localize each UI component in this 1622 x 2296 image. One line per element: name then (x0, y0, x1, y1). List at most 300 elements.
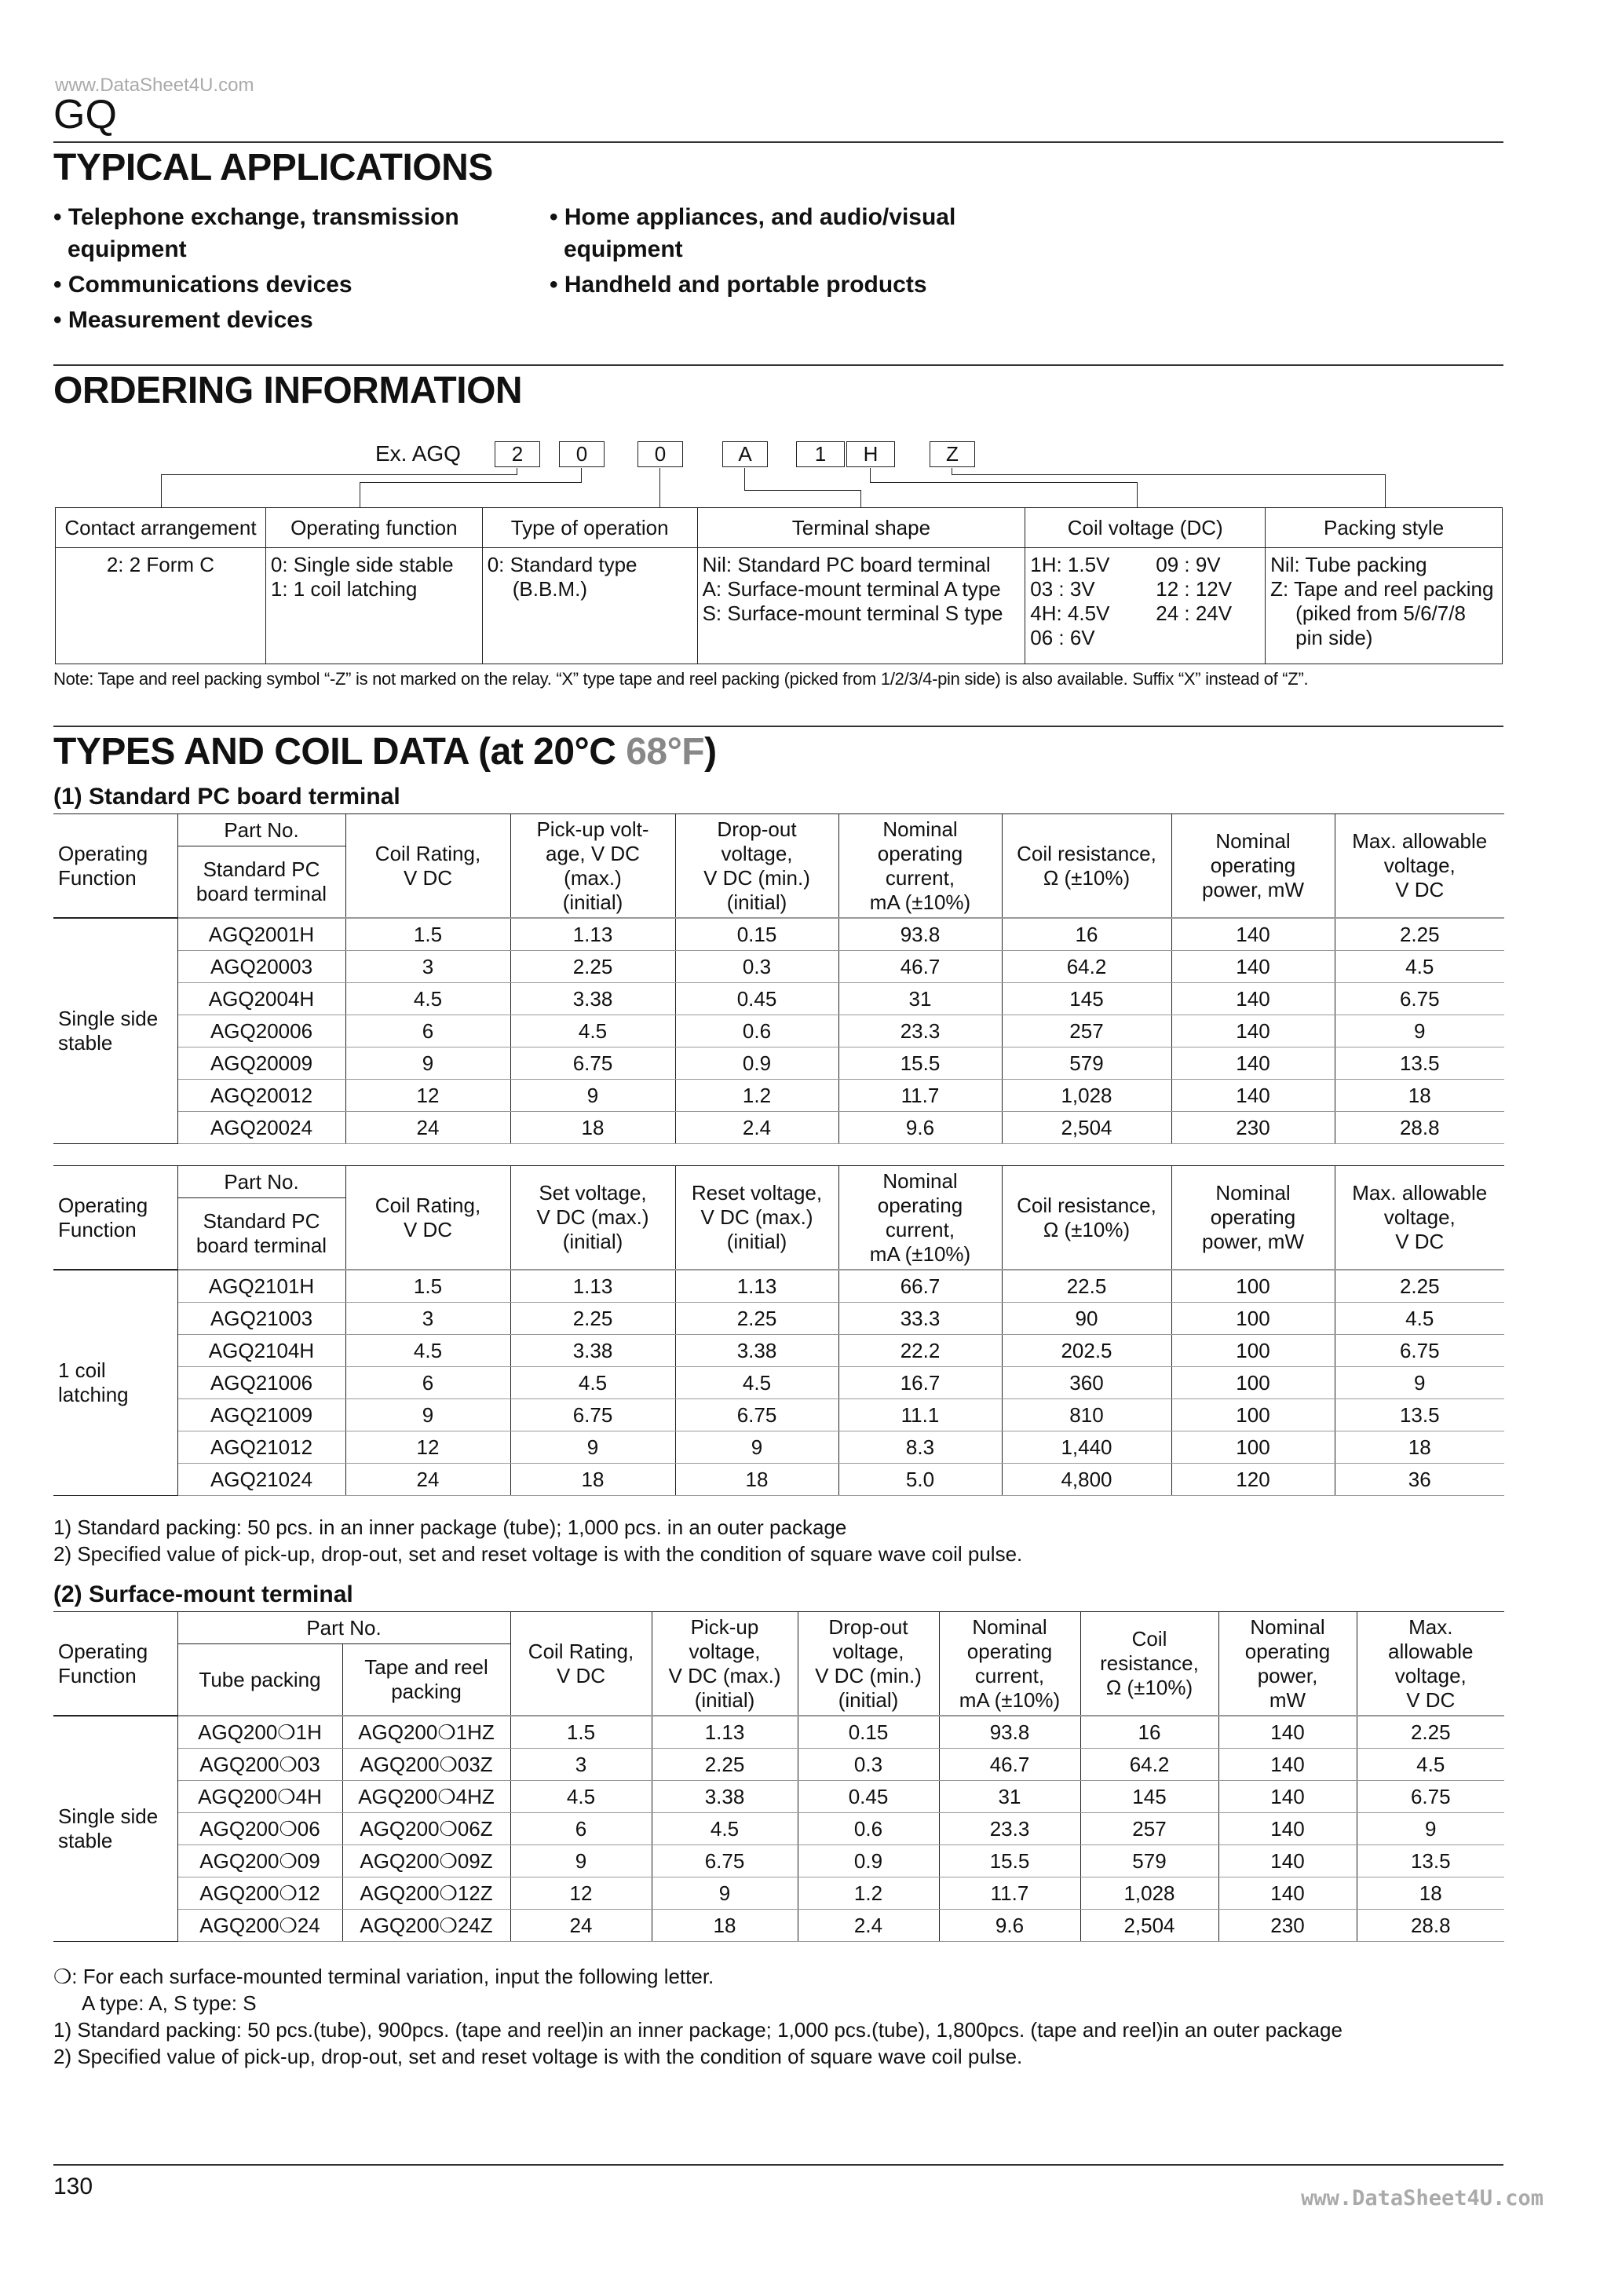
value-cell: 12 (345, 1080, 510, 1112)
value-cell: 0.3 (675, 951, 838, 983)
applications-left (53, 201, 540, 339)
part-number-cell: AGQ21003 (177, 1303, 345, 1335)
header-line: V DC (556, 1663, 606, 1687)
part-number-cell: AGQ20006 (177, 1015, 345, 1047)
table-row (53, 1335, 1504, 1367)
value-cell: 11.7 (838, 1080, 1002, 1112)
value-cell: 9 (510, 1845, 652, 1877)
table-row (53, 1431, 1504, 1464)
option-line: Z: Tape and reel packing (1270, 577, 1494, 601)
header-part-no: Part No. (177, 1612, 510, 1644)
header-line: stable (58, 1829, 113, 1852)
value-cell: 18 (675, 1464, 838, 1496)
header-line: Standard PC (203, 1209, 320, 1233)
header-line: (max.) (564, 865, 622, 890)
value-cell: 6 (510, 1813, 652, 1845)
option-line: 0: Single side stable (270, 553, 454, 576)
connector-line (952, 474, 1385, 475)
value-cell: 6.75 (652, 1845, 798, 1877)
header-line: Function (58, 865, 137, 890)
typical-applications-heading: TYPICAL APPLICATIONS (53, 147, 493, 188)
value-cell: 140 (1218, 1813, 1357, 1845)
value-cell: 2.25 (652, 1749, 798, 1781)
table-row (53, 951, 1504, 983)
value-cell: 11.1 (838, 1399, 1002, 1431)
value-cell: 1.13 (675, 1270, 838, 1303)
application-text: Measurement devices (68, 307, 313, 333)
value-cell: 140 (1218, 1749, 1357, 1781)
header-line: operating (966, 1639, 1053, 1663)
code-box-terminal: A (722, 441, 768, 467)
value-cell: 3 (345, 1303, 510, 1335)
value-cell: 0.45 (675, 983, 838, 1015)
header-line: Coil Rating, (374, 841, 481, 865)
header-line: operating (1244, 1639, 1331, 1663)
terminal-shape-cell (697, 548, 1025, 664)
header-row (53, 814, 1504, 846)
value-cell: 9 (510, 1431, 675, 1464)
value-cell: 6.75 (675, 1399, 838, 1431)
value-cell: 0.9 (675, 1047, 838, 1080)
part-number-cell: AGQ2101H (177, 1270, 345, 1303)
header-line: 1 coil (58, 1358, 106, 1382)
types-coil-data-heading (53, 730, 717, 773)
value-cell: 18 (1335, 1431, 1504, 1464)
part-number-cell: AGQ200❍4H (177, 1781, 342, 1813)
note-line: A type: A, S type: S (82, 1991, 257, 2015)
value-cell: 257 (1080, 1813, 1218, 1845)
value-cell: 0.15 (798, 1716, 939, 1749)
header-line: board terminal (195, 1234, 327, 1257)
option-line: Nil: Tube packing (1270, 553, 1427, 576)
table-row (53, 1015, 1504, 1047)
value-cell: 5.0 (838, 1464, 1002, 1496)
header-line: Nominal (1215, 829, 1291, 853)
note-line: 1) Standard packing: 50 pcs. in an inner package (tube); 1,000 pcs. in an outer package (53, 1515, 847, 1539)
value-cell: 13.5 (1335, 1047, 1504, 1080)
table-row (53, 1716, 1504, 1749)
connector-line (870, 468, 871, 482)
header-column (675, 1166, 838, 1270)
value-cell: 140 (1171, 983, 1335, 1015)
value-cell: 140 (1171, 918, 1335, 951)
application-text: Communications devices (68, 272, 353, 298)
header-line: operating (1210, 1205, 1296, 1229)
contact-arrangement-cell: 2: 2 Form C (56, 548, 266, 664)
header-line: Ω (±10%) (1105, 1676, 1193, 1699)
header-column (510, 1166, 675, 1270)
value-cell: 0.45 (798, 1781, 939, 1813)
value-cell: 93.8 (939, 1716, 1080, 1749)
value-cell: 28.8 (1357, 1910, 1504, 1942)
watermark-bottom: www.DataSheet4U.com (1301, 2186, 1543, 2210)
value-cell: 93.8 (838, 918, 1002, 951)
part-number-cell: AGQ200❍03Z (342, 1749, 510, 1781)
option-line: A: Surface-mount terminal A type (702, 577, 1001, 601)
header-operating-function (53, 1166, 177, 1270)
table-row (53, 1270, 1504, 1303)
option-line: 1H: 1.5V (1030, 553, 1110, 576)
header-line: latching (58, 1383, 129, 1406)
value-cell: 2.4 (675, 1112, 838, 1144)
value-cell: 12 (345, 1431, 510, 1464)
connector-line (1385, 474, 1386, 507)
table-row (53, 1080, 1504, 1112)
header-column (1080, 1612, 1218, 1717)
part-number-cell: AGQ20009 (177, 1047, 345, 1080)
bullet: • (53, 272, 68, 298)
option-line: 09 : 9V (1156, 553, 1221, 576)
header-line: allowable (1388, 1639, 1474, 1663)
surface-mount-table (53, 1611, 1504, 1942)
header-column (838, 814, 1002, 919)
header-column (1357, 1612, 1504, 1717)
value-cell: 46.7 (939, 1749, 1080, 1781)
value-cell: 1.2 (675, 1080, 838, 1112)
value-cell: 579 (1002, 1047, 1171, 1080)
header-line: voltage, (1383, 854, 1456, 877)
header-line: operating (1210, 854, 1296, 877)
example-part-label: Ex. AGQ (375, 441, 461, 466)
value-cell: 9.6 (939, 1910, 1080, 1942)
part-number-cell: AGQ200❍12 (177, 1877, 342, 1910)
value-cell: 2.25 (1335, 918, 1504, 951)
value-cell: 22.5 (1002, 1270, 1171, 1303)
value-cell: 9 (345, 1399, 510, 1431)
header-line: mA (±10%) (869, 890, 971, 914)
header-line: current, (974, 1663, 1045, 1687)
value-cell: 6.75 (1335, 983, 1504, 1015)
header-line: resistance, (1100, 1651, 1199, 1675)
packing-style-cell (1266, 548, 1503, 664)
header-line: Nominal (1215, 1181, 1291, 1205)
value-cell: 145 (1002, 983, 1171, 1015)
value-cell: 1.13 (510, 1270, 675, 1303)
part-number-cell: AGQ21024 (177, 1464, 345, 1496)
code-box-type: 0 (637, 441, 683, 467)
value-cell: 1.5 (345, 1270, 510, 1303)
note-line: 2) Specified value of pick-up, drop-out, set and reset voltage is with the condition of square wave coil pulse. (53, 2045, 1023, 2068)
value-cell: 2.25 (510, 1303, 675, 1335)
connector-line (744, 490, 860, 491)
header-line: Function (58, 1663, 137, 1687)
header-line: V DC (max.) (668, 1663, 781, 1687)
connector-line (581, 468, 582, 482)
value-cell: 4.5 (510, 1367, 675, 1399)
table-row (53, 1749, 1504, 1781)
surface-mount-subheading: (2) Surface-mount terminal (53, 1581, 353, 1607)
watermark-top: www.DataSheet4U.com (55, 75, 254, 96)
part-number-cell: AGQ200❍1HZ (342, 1716, 510, 1749)
value-cell: 3 (510, 1749, 652, 1781)
header-line: Max. allowable (1352, 1181, 1488, 1205)
header-line: Nominal (972, 1614, 1047, 1639)
option-line: 24 : 24V (1156, 601, 1233, 625)
application-text: Handheld and portable products (564, 272, 927, 298)
header-column (1002, 814, 1171, 919)
value-cell: 579 (1080, 1845, 1218, 1877)
ordering-header: Coil voltage (DC) (1025, 508, 1266, 548)
ordering-information-heading: ORDERING INFORMATION (53, 370, 523, 411)
ordering-header: Packing style (1266, 508, 1503, 548)
value-cell: 4.5 (345, 983, 510, 1015)
header-line: stable (58, 1031, 113, 1055)
value-cell: 2.4 (798, 1910, 939, 1942)
value-cell: 9 (675, 1431, 838, 1464)
value-cell: 2.25 (1335, 1270, 1504, 1303)
part-number-cell: AGQ200❍24Z (342, 1910, 510, 1942)
value-cell: 13.5 (1357, 1845, 1504, 1877)
operating-function-label (53, 918, 177, 1144)
value-cell: 140 (1218, 1877, 1357, 1910)
header-column (510, 1612, 652, 1717)
operation-type-cell (482, 548, 697, 664)
header-line: Ω (±10%) (1043, 1217, 1131, 1241)
header-line: power, mW (1201, 1230, 1305, 1253)
value-cell: 1,028 (1002, 1080, 1171, 1112)
header-column (838, 1166, 1002, 1270)
divider (53, 364, 1503, 366)
header-part-subcolumn (342, 1644, 510, 1717)
divider (53, 2164, 1503, 2166)
header-part-subcolumn (177, 1198, 345, 1270)
value-cell: 0.9 (798, 1845, 939, 1877)
value-cell: 1.2 (798, 1877, 939, 1910)
header-line: age, V DC (546, 841, 640, 865)
header-line: mW (1269, 1687, 1306, 1712)
header-column (1171, 1166, 1335, 1270)
connector-line (744, 468, 745, 490)
standard-notes (53, 1514, 1022, 1567)
bullet: • (550, 272, 564, 298)
value-cell: 12 (510, 1877, 652, 1910)
connector-line (360, 482, 582, 483)
header-line: V DC (min.) (815, 1663, 922, 1687)
value-cell: 9 (1357, 1813, 1504, 1845)
header-line: current, (885, 1217, 955, 1241)
table-row (53, 1112, 1504, 1144)
value-cell: 15.5 (939, 1845, 1080, 1877)
table-row (53, 1910, 1504, 1942)
option-line: (piked from 5/6/7/8 (1295, 601, 1466, 625)
value-cell: 64.2 (1080, 1749, 1218, 1781)
value-cell: 3.38 (510, 1335, 675, 1367)
value-cell: 100 (1171, 1431, 1335, 1464)
value-cell: 4.5 (1357, 1749, 1504, 1781)
value-cell: 140 (1171, 951, 1335, 983)
header-part-no: Part No. (177, 1166, 345, 1198)
value-cell: 24 (510, 1910, 652, 1942)
table-row (53, 983, 1504, 1015)
value-cell: 90 (1002, 1303, 1171, 1335)
value-cell: 1.13 (510, 918, 675, 951)
header-line: voltage, (721, 841, 793, 865)
standard-pc-latching-table (53, 1165, 1504, 1496)
value-cell: 1,440 (1002, 1431, 1171, 1464)
coil-voltage-left (1030, 553, 1156, 650)
header-line: current, (885, 865, 955, 890)
header-line: Drop-out (828, 1614, 908, 1639)
header-row (53, 1166, 1504, 1198)
header-column (1218, 1612, 1357, 1717)
part-number-cell: AGQ21012 (177, 1431, 345, 1464)
header-line: Ω (±10%) (1043, 865, 1131, 890)
header-part-subcolumn: Tube packing (177, 1644, 342, 1717)
application-text: Home appliances, and audio/visual equipment (564, 204, 956, 262)
option-line: Nil: Standard PC board terminal (702, 553, 991, 576)
table-row (53, 1047, 1504, 1080)
part-number-cell: AGQ200❍03 (177, 1749, 342, 1781)
header-line: V DC (min.) (703, 865, 810, 890)
value-cell: 46.7 (838, 951, 1002, 983)
connector-line (659, 468, 660, 507)
operating-function-label (53, 1270, 177, 1496)
value-cell: 145 (1080, 1781, 1218, 1813)
value-cell: 22.2 (838, 1335, 1002, 1367)
application-item (53, 269, 540, 301)
header-line: mA (±10%) (869, 1241, 971, 1266)
header-line: Operating (58, 1193, 148, 1217)
header-line: Coil resistance, (1017, 841, 1156, 865)
part-number-cell: AGQ21009 (177, 1399, 345, 1431)
header-column (675, 814, 838, 919)
value-cell: 1.5 (345, 918, 510, 951)
divider (53, 141, 1503, 143)
value-cell: 31 (939, 1781, 1080, 1813)
table-row (53, 1813, 1504, 1845)
value-cell: 2.25 (1357, 1716, 1504, 1749)
value-cell: 24 (345, 1464, 510, 1496)
value-cell: 1,028 (1080, 1877, 1218, 1910)
header-line: Single side (58, 1804, 159, 1828)
series-title: GQ (53, 92, 117, 137)
header-line: voltage, (1394, 1663, 1467, 1687)
value-cell: 66.7 (838, 1270, 1002, 1303)
header-line: operating (877, 1193, 963, 1217)
value-cell: 36 (1335, 1464, 1504, 1496)
value-cell: 100 (1171, 1399, 1335, 1431)
value-cell: 140 (1171, 1047, 1335, 1080)
value-cell: 16 (1002, 918, 1171, 951)
value-cell: 3 (345, 951, 510, 983)
part-number-cell: AGQ200❍4HZ (342, 1781, 510, 1813)
option-line: 06 : 6V (1030, 626, 1095, 649)
table-row (53, 1367, 1504, 1399)
value-cell: 8.3 (838, 1431, 1002, 1464)
value-cell: 4.5 (510, 1015, 675, 1047)
value-cell: 6.75 (1357, 1781, 1504, 1813)
heading-text: ) (704, 731, 717, 773)
bullet: • (53, 204, 68, 230)
code-box-coil-1: 1 (796, 441, 845, 467)
value-cell: 0.3 (798, 1749, 939, 1781)
value-cell: 18 (1335, 1080, 1504, 1112)
header-line: Coil Rating, (374, 1193, 481, 1217)
application-item (53, 201, 540, 265)
connector-line (1137, 482, 1138, 507)
value-cell: 3.38 (675, 1335, 838, 1367)
header-line: (initial) (726, 1230, 787, 1253)
header-column (1335, 814, 1504, 919)
value-cell: 3.38 (510, 983, 675, 1015)
value-cell: 120 (1171, 1464, 1335, 1496)
value-cell: 4,800 (1002, 1464, 1171, 1496)
header-operating-function (53, 1612, 177, 1717)
value-cell: 230 (1218, 1910, 1357, 1942)
ordering-note: Note: Tape and reel packing symbol “-Z” is not marked on the relay. “X” type tape and reel packing (picked from 1/2/3/4-pin side) is also available. Suffix “X” instead of “Z”. (53, 669, 1309, 689)
value-cell: 16 (1080, 1716, 1218, 1749)
header-line: Nominal (882, 817, 958, 841)
header-line: Drop-out (717, 817, 797, 841)
value-cell: 6.75 (1335, 1335, 1504, 1367)
ordering-table (55, 507, 1503, 664)
header-line: V DC (403, 1217, 453, 1241)
value-cell: 31 (838, 983, 1002, 1015)
applications-right (550, 201, 1052, 304)
page-number: 130 (53, 2174, 93, 2199)
header-line: voltage, (1383, 1205, 1456, 1229)
value-cell: 6.75 (510, 1047, 675, 1080)
application-text: Telephone exchange, transmission equipment (68, 204, 459, 262)
value-cell: 1.13 (652, 1716, 798, 1749)
option-line: 4H: 4.5V (1030, 601, 1110, 625)
part-number-cell: AGQ200❍09Z (342, 1845, 510, 1877)
header-line: voltage, (832, 1639, 904, 1663)
header-line: Pick-up (690, 1614, 759, 1639)
header-line: Standard PC (203, 857, 320, 881)
header-operating-function (53, 814, 177, 919)
value-cell: 230 (1171, 1112, 1335, 1144)
value-cell: 257 (1002, 1015, 1171, 1047)
header-part-subcolumn (177, 846, 345, 919)
value-cell: 6.75 (510, 1399, 675, 1431)
code-box-coil-2: H (846, 441, 895, 467)
value-cell: 9 (345, 1047, 510, 1080)
header-column (345, 1166, 510, 1270)
part-number-cell: AGQ200❍24 (177, 1910, 342, 1942)
value-cell: 9 (1335, 1015, 1504, 1047)
coil-voltage-right (1156, 553, 1232, 650)
header-line: mA (±10%) (959, 1687, 1061, 1712)
code-box-contact: 2 (495, 441, 540, 467)
header-line: Function (58, 1217, 137, 1241)
header-column (1002, 1166, 1171, 1270)
value-cell: 18 (510, 1112, 675, 1144)
header-line: Single side (58, 1007, 159, 1030)
code-box-function: 0 (559, 441, 605, 467)
value-cell: 810 (1002, 1399, 1171, 1431)
bullet: • (53, 307, 68, 333)
value-cell: 4.5 (345, 1335, 510, 1367)
value-cell: 4.5 (652, 1813, 798, 1845)
header-line: packing (391, 1680, 462, 1703)
value-cell: 202.5 (1002, 1335, 1171, 1367)
value-cell: 100 (1171, 1335, 1335, 1367)
header-line: board terminal (195, 882, 327, 905)
header-line: Coil (1131, 1627, 1167, 1651)
value-cell: 0.6 (798, 1813, 939, 1845)
table-row (53, 1845, 1504, 1877)
connector-line (161, 474, 162, 507)
option-line: 12 : 12V (1156, 577, 1233, 601)
value-cell: 4.5 (1335, 1303, 1504, 1335)
header-line: V DC (1395, 1230, 1445, 1253)
part-number-cell: AGQ2104H (177, 1335, 345, 1367)
heading-text: TYPES AND COIL DATA (at 20°C (53, 731, 627, 773)
header-line: V DC (max.) (536, 1205, 649, 1229)
part-number-cell: AGQ20024 (177, 1112, 345, 1144)
value-cell: 6 (345, 1015, 510, 1047)
